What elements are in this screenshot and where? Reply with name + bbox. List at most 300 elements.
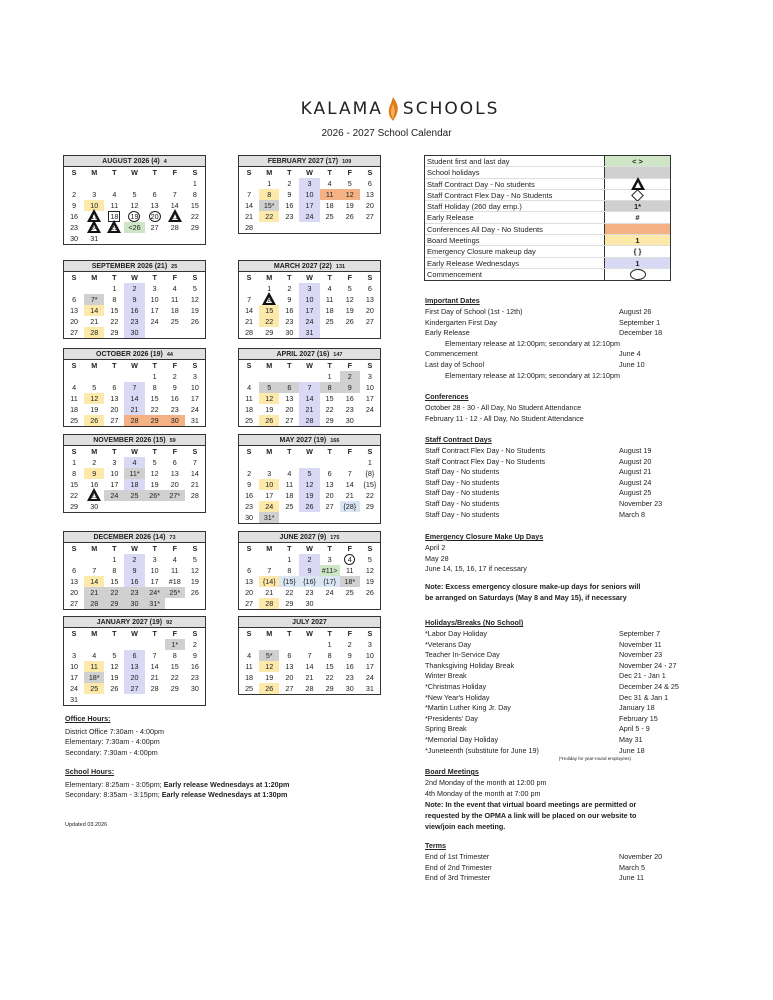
- date-row: [425, 467, 691, 478]
- month-calendar: [63, 616, 206, 706]
- diamond-icon: [631, 189, 644, 202]
- calendar-day: [259, 501, 279, 512]
- calendar-day: [360, 565, 380, 576]
- day-number: 25: [90, 684, 99, 693]
- calendar-day: [360, 576, 380, 587]
- day-number: 2: [287, 179, 292, 188]
- day-number: 30: [130, 328, 139, 337]
- date-label: 2nd Monday of the month at 12:00 pm: [425, 778, 547, 787]
- day-number: 2: [287, 284, 292, 293]
- calendar-day: [239, 404, 259, 415]
- calendar-day: [165, 639, 185, 650]
- calendar-day: [299, 672, 319, 683]
- day-number: 25*: [169, 588, 181, 597]
- day-number: 25: [285, 502, 294, 511]
- day-number: 28: [305, 684, 314, 693]
- calendar-day: [340, 672, 360, 683]
- calendar-day: [165, 457, 185, 468]
- date-label: *New Year's Holiday: [425, 692, 490, 702]
- month-calendar: [238, 531, 381, 610]
- month-grid: [239, 628, 380, 694]
- date-row: [425, 671, 691, 682]
- day-number: 24: [110, 491, 119, 500]
- day-number: 10: [150, 566, 159, 575]
- emergency-closure: [425, 532, 691, 603]
- weekday-header: T: [287, 273, 292, 282]
- day-number: 19: [345, 306, 354, 315]
- day-number: <26: [128, 223, 141, 232]
- day-number: 11: [325, 295, 334, 304]
- calendar-day: [360, 211, 380, 222]
- weekday-header: S: [246, 273, 252, 282]
- calendar-day: [104, 404, 124, 415]
- calendar-day: [360, 178, 380, 189]
- day-number: 28: [150, 684, 159, 693]
- day-number: 7: [192, 458, 197, 467]
- day-number: 16: [345, 394, 354, 403]
- early-release-text: Early release Wednesdays at 1:20pm: [163, 779, 290, 789]
- calendar-day: [239, 382, 259, 393]
- calendar-day: [320, 457, 340, 468]
- calendar-day: [340, 283, 360, 294]
- calendar-day: [279, 672, 299, 683]
- day-number: 30: [345, 416, 354, 425]
- weekday-header: F: [172, 168, 177, 177]
- day-number: 3: [367, 640, 372, 649]
- calendar-day: [360, 554, 380, 565]
- date-value: June 18: [619, 745, 645, 755]
- calendar-day: [259, 404, 279, 415]
- calendar-day: [185, 382, 205, 393]
- calendar-day: [84, 565, 104, 576]
- legend-row: [425, 269, 670, 280]
- calendar-day: [185, 316, 205, 327]
- weekday-header: T: [112, 273, 117, 282]
- day-number: 26: [365, 588, 374, 597]
- day-number: 4: [92, 651, 97, 660]
- day-number: 21: [305, 405, 314, 414]
- calendar-day: [299, 501, 319, 512]
- day-number: 18*: [344, 577, 356, 586]
- date-label: *Presidents' Day: [425, 713, 478, 723]
- section-title: Conferences: [425, 392, 469, 401]
- calendar-day: [239, 501, 259, 512]
- calendar-day: [239, 672, 259, 683]
- day-number: 28: [305, 416, 314, 425]
- date-label: *Martin Luther King Jr. Day: [425, 703, 511, 713]
- day-number: 7: [172, 190, 177, 199]
- day-number: 24: [305, 317, 314, 326]
- legend-swatch: [604, 269, 670, 280]
- date-value: June 4: [619, 349, 641, 359]
- calendar-day: [104, 222, 124, 233]
- day-number: 27: [70, 599, 79, 608]
- day-number: 16: [170, 394, 179, 403]
- calendar-day: [279, 587, 299, 598]
- calendar-day: [259, 382, 279, 393]
- section-title: Board Meetings: [425, 767, 479, 776]
- day-number: 14: [245, 201, 254, 210]
- calendar-day: [320, 382, 340, 393]
- calendar-day: [299, 189, 319, 200]
- calendar-day: [340, 661, 360, 672]
- date-label: Staff Contract Flex Day - No Students: [425, 446, 546, 455]
- calendar-day: [185, 565, 205, 576]
- day-number: 20: [245, 588, 254, 597]
- date-value: January 18: [619, 703, 655, 713]
- date-row: [425, 746, 691, 757]
- calendar-day: [340, 501, 360, 512]
- day-number: 15: [110, 577, 119, 586]
- day-number: 13: [150, 201, 159, 210]
- day-number: 1: [112, 284, 117, 293]
- day-number: 12: [110, 662, 119, 671]
- day-number: 20: [325, 491, 334, 500]
- weekday-header: F: [347, 361, 352, 370]
- day-number: 11: [171, 566, 179, 575]
- day-number: 21: [171, 215, 179, 221]
- weekday-header: T: [152, 273, 157, 282]
- weekday-header: S: [367, 629, 373, 638]
- calendar-day: [259, 598, 279, 609]
- weekday-header: F: [347, 168, 352, 177]
- commencement-circle: 4: [344, 554, 355, 565]
- calendar-day: [259, 565, 279, 576]
- calendar-day: [239, 650, 259, 661]
- day-number: 23: [345, 673, 354, 682]
- calendar-day: [259, 479, 279, 490]
- calendar-day: [185, 371, 205, 382]
- month-grid: [239, 360, 380, 426]
- day-number: {15}: [282, 577, 296, 586]
- weekday-header: M: [266, 168, 273, 177]
- date-row: [425, 661, 691, 672]
- day-number: 22: [265, 212, 274, 221]
- calendar-day: [299, 327, 319, 338]
- section-title: Terms: [425, 841, 447, 850]
- calendar-day: [84, 457, 104, 468]
- day-number: 6: [112, 383, 117, 392]
- calendar-day: [340, 200, 360, 211]
- calendar-day: [64, 501, 84, 512]
- calendar-day: [299, 178, 319, 189]
- calendar-day: [279, 501, 299, 512]
- date-row: [425, 778, 691, 789]
- calendar-day: [185, 554, 205, 565]
- calendar-day: [84, 501, 104, 512]
- calendar-day: [165, 415, 185, 426]
- day-number: 27: [130, 684, 139, 693]
- date-label: Staff Contract Flex Day - No Students: [425, 456, 546, 466]
- calendar-day: [239, 327, 259, 338]
- day-number: 25: [70, 416, 79, 425]
- calendar-day: [185, 415, 205, 426]
- day-number: 13: [245, 577, 254, 586]
- day-number: 23: [285, 317, 294, 326]
- calendar-day: [124, 189, 144, 200]
- calendar-day: [185, 211, 205, 222]
- calendar-day: [239, 576, 259, 587]
- calendar-day: [165, 382, 185, 393]
- weekday-header: T: [152, 544, 157, 553]
- calendar-day: [64, 178, 84, 189]
- weekday-header: W: [131, 629, 138, 638]
- day-number: 16: [245, 491, 254, 500]
- date-value: November 11: [619, 639, 662, 649]
- day-number: 18: [285, 491, 294, 500]
- calendar-day: [320, 490, 340, 501]
- day-number: 7: [152, 651, 157, 660]
- calendar-day: [279, 404, 299, 415]
- date-label: *Memorial Day Holiday: [425, 734, 499, 744]
- day-number: 21: [90, 588, 99, 597]
- legend-swatch: [604, 179, 670, 189]
- day-number: 20: [70, 588, 79, 597]
- instructional-day-total: 44: [166, 352, 173, 358]
- day-number: 17: [150, 577, 159, 586]
- calendar-day: [104, 639, 124, 650]
- day-number: 20: [365, 201, 374, 210]
- calendar-day: [84, 178, 104, 189]
- day-number: 18: [170, 306, 179, 315]
- day-number: 3: [307, 179, 312, 188]
- calendar-day: [104, 683, 124, 694]
- calendar-day: [259, 639, 279, 650]
- weekday-header: T: [327, 273, 332, 282]
- calendar-day: [64, 305, 84, 316]
- month-title: [239, 349, 380, 360]
- day-number: 18: [110, 212, 119, 221]
- day-number: 21: [265, 588, 274, 597]
- month-name: NOVEMBER 2026 (15): [93, 437, 166, 444]
- date-value: August 26: [619, 307, 652, 316]
- date-label: End of 1st Trimester: [425, 852, 490, 861]
- day-number: {15}: [363, 480, 377, 489]
- calendar-day: [104, 587, 124, 598]
- day-number: 7: [247, 295, 252, 304]
- day-number: 12: [265, 394, 274, 403]
- calendar-day: [299, 211, 319, 222]
- weekday-header: S: [246, 544, 252, 553]
- day-number: 14: [150, 662, 159, 671]
- section-title: Important Dates: [425, 296, 480, 305]
- date-row: [425, 360, 691, 371]
- month-calendar: [238, 434, 381, 524]
- day-number: 26: [190, 317, 199, 326]
- date-value: March 5: [619, 862, 645, 872]
- day-number: 10: [365, 383, 374, 392]
- day-number: 30: [170, 416, 179, 425]
- calendar-day: [259, 576, 279, 587]
- day-number: 30: [130, 599, 139, 608]
- weekday-header: W: [131, 544, 138, 553]
- calendar-day: [340, 587, 360, 598]
- calendar-day: [104, 200, 124, 211]
- date-value: November 20: [619, 852, 663, 861]
- date-label: End of 2nd Trimester: [425, 862, 492, 872]
- weekday-header: M: [266, 544, 273, 553]
- day-number: 13: [130, 662, 139, 671]
- legend-swatch: [604, 224, 670, 234]
- day-number: 7*: [90, 295, 98, 304]
- calendar-day: [64, 694, 84, 705]
- weekday-header: W: [131, 447, 138, 456]
- calendar-day: [64, 576, 84, 587]
- day-number: 21: [190, 480, 199, 489]
- calendar-day: [104, 316, 124, 327]
- calendar-day: [239, 294, 259, 305]
- calendar-day: [185, 639, 205, 650]
- day-number: 27: [245, 599, 254, 608]
- calendar-day: [360, 672, 380, 683]
- calendar-day: [64, 479, 84, 490]
- date-value: December 24 & 25: [619, 681, 679, 691]
- date-label: Spring Break: [425, 724, 467, 734]
- day-number: 4: [247, 383, 252, 392]
- month-calendar: [63, 531, 206, 610]
- section-title: School Hours:: [65, 767, 115, 776]
- calendar-day: [84, 661, 104, 672]
- day-number: 1: [112, 555, 117, 564]
- calendar-day: [259, 661, 279, 672]
- day-number: 9: [347, 651, 352, 660]
- calendar-day: [185, 683, 205, 694]
- day-number: 17: [305, 201, 314, 210]
- day-number: 17: [90, 215, 98, 221]
- day-number: 14: [245, 306, 254, 315]
- day-number: 19: [345, 201, 354, 210]
- calendar-day: [185, 672, 205, 683]
- calendar-day: [145, 650, 165, 661]
- day-number: 6: [152, 190, 157, 199]
- calendar-day: [320, 415, 340, 426]
- day-number: 28: [90, 599, 99, 608]
- calendar-day: [64, 661, 84, 672]
- calendar-day: [185, 305, 205, 316]
- day-number: 6: [367, 179, 372, 188]
- day-number: #18: [168, 577, 181, 586]
- day-number: 19: [150, 480, 159, 489]
- calendar-day: [185, 661, 205, 672]
- calendar-day: [165, 468, 185, 479]
- day-number: 24: [265, 502, 274, 511]
- calendar-day: [124, 490, 144, 501]
- calendar-day: [299, 200, 319, 211]
- calendar-day: [279, 479, 299, 490]
- day-number: 6: [72, 295, 77, 304]
- weekday-header: S: [71, 447, 77, 456]
- section-title: Office Hours:: [65, 714, 111, 723]
- date-value: August 21: [619, 467, 652, 477]
- day-number: 30: [345, 684, 354, 693]
- calendar-day: [104, 305, 124, 316]
- legend-row: [425, 246, 670, 257]
- weekday-header: W: [131, 361, 138, 370]
- day-number: 2: [307, 555, 312, 564]
- weekday-header: T: [152, 168, 157, 177]
- legend-symbol: < >: [632, 157, 643, 166]
- day-number: 20: [285, 673, 294, 682]
- day-number: 7: [347, 469, 352, 478]
- day-number: 24: [365, 673, 374, 682]
- date-value: August 24: [619, 477, 652, 487]
- calendar-day: [259, 457, 279, 468]
- legend-label: Early Release Wednesdays: [427, 258, 519, 268]
- calendar-day: [104, 178, 124, 189]
- date-row: [425, 852, 691, 863]
- calendar-day: [299, 404, 319, 415]
- legend-label: Conferences All Day - No Students: [427, 224, 543, 234]
- calendar-day: [299, 576, 319, 587]
- month-calendar: [63, 260, 206, 339]
- weekday-header: T: [287, 168, 292, 177]
- day-number: 1: [267, 284, 272, 293]
- calendar-day: [165, 587, 185, 598]
- day-number: 12: [190, 295, 199, 304]
- day-number: 1: [192, 179, 197, 188]
- day-number: 21: [305, 673, 314, 682]
- day-number: 14: [170, 201, 179, 210]
- date-row: [425, 873, 691, 884]
- date-label: End of 3rd Trimester: [425, 873, 491, 883]
- calendar-day: [320, 189, 340, 200]
- calendar-day: [104, 661, 124, 672]
- weekday-header: W: [131, 273, 138, 282]
- calendar-day: [104, 189, 124, 200]
- calendar-day: [259, 305, 279, 316]
- day-number: 26: [265, 416, 274, 425]
- calendar-day: [104, 393, 124, 404]
- month-calendar: [238, 348, 381, 427]
- legend-symbol: #: [635, 213, 640, 223]
- date-label: Teacher In-Service Day: [425, 650, 500, 660]
- day-number: {14}: [262, 577, 276, 586]
- weekday-header: T: [327, 629, 332, 638]
- day-number: 14: [305, 662, 314, 671]
- calendar-day: [360, 382, 380, 393]
- calendar-day: [259, 316, 279, 327]
- calendar-day: [84, 598, 104, 609]
- date-label: Kindergarten First Day: [425, 317, 497, 327]
- day-number: 2: [192, 640, 197, 649]
- calendar-day: [165, 222, 185, 233]
- day-number: 3: [112, 458, 117, 467]
- legend-swatch: [604, 190, 670, 200]
- calendar-day: [299, 598, 319, 609]
- calendar-day: [299, 305, 319, 316]
- day-number: 6: [172, 458, 177, 467]
- weekday-header: S: [192, 447, 198, 456]
- day-number: 27*: [169, 491, 181, 500]
- calendar-day: [299, 565, 319, 576]
- calendar-day: [340, 576, 360, 587]
- weekday-header: W: [306, 544, 313, 553]
- calendar-day: [124, 283, 144, 294]
- calendar-day: [340, 382, 360, 393]
- calendar-day: [320, 316, 340, 327]
- day-number: 3: [367, 372, 372, 381]
- date-label: *Christmas Holiday: [425, 681, 487, 691]
- date-value: December 18: [619, 328, 663, 338]
- day-number: 14: [305, 394, 314, 403]
- month-title: [64, 261, 205, 272]
- day-number: 19: [110, 673, 119, 682]
- calendar-day: [145, 222, 165, 233]
- calendar-day: [320, 576, 340, 587]
- calendar-day: [124, 683, 144, 694]
- day-number: 11*: [129, 469, 140, 478]
- date-value: November 23: [619, 498, 663, 508]
